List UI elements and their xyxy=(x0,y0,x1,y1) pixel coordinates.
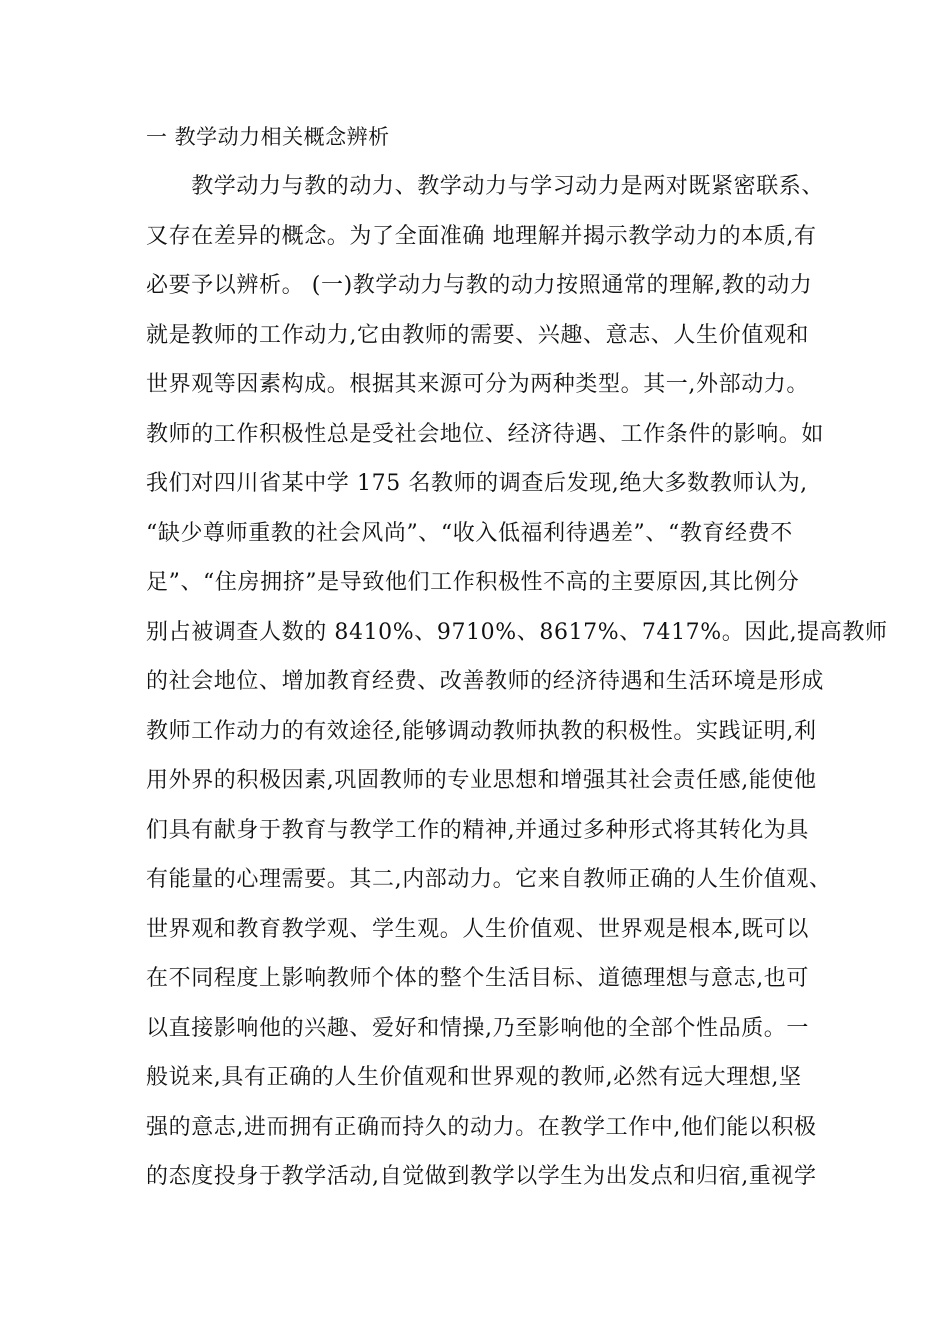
text-line: 别占被调查人数的 8410%、9710%、8617%、7417%。因此,提高教师 xyxy=(146,619,888,645)
text-line: 般说来,具有正确的人生价值观和世界观的教师,必然有远大理想,坚 xyxy=(146,1065,802,1090)
text-line: 有能量的心理需要。其二,内部动力。它来自教师正确的人生价值观、 xyxy=(146,867,832,892)
text-line: 在不同程度上影响教师个体的整个生活目标、道德理想与意志,也可 xyxy=(146,966,809,991)
text-line: 强的意志,进而拥有正确而持久的动力。在教学工作中,他们能以积极 xyxy=(146,1114,817,1140)
text-line: 教师工作动力的有效途径,能够调动教师执教的积极性。实践证明,利 xyxy=(146,718,817,744)
text-line: 用外界的积极因素,巩固教师的专业思想和增强其社会责任感,能使他 xyxy=(146,768,817,793)
text-line: 我们对四川省某中学 175 名教师的调查后发现,绝大多数教师认为, xyxy=(146,471,808,496)
text-line: 教学动力与教的动力、教学动力与学习动力是两对既紧密联系、 xyxy=(146,174,825,199)
text-line: 世界观等因素构成。根据其来源可分为两种类型。其一,外部动力。 xyxy=(146,372,809,397)
text-line: 教师的工作积极性总是受社会地位、经济待遇、工作条件的影响。如 xyxy=(146,421,825,447)
text-line: 世界观和教育教学观、学生观。人生价值观、世界观是根本,既可以 xyxy=(146,916,809,942)
text-line: 们具有献身于教育与教学工作的精神,并通过多种形式将其转化为具 xyxy=(146,817,809,843)
text-line: 以直接影响他的兴趣、爱好和情操,乃至影响他的全部个性品质。一 xyxy=(146,1015,809,1041)
section-heading: 一 教学动力相关概念辨析 xyxy=(146,125,390,149)
body-text xyxy=(146,162,888,1202)
text-line: 就是教师的工作动力,它由教师的需要、兴趣、意志、人生价值观和 xyxy=(146,322,809,348)
text-line: “缺少尊师重教的社会风尚”、“收入低福利待遇差”、“教育经费不 xyxy=(146,520,793,546)
text-line: 足”、“住房拥挤”是导致他们工作积极性不高的主要原因,其比例分 xyxy=(146,570,800,595)
text-line: 又存在差异的概念。为了全面准确 地理解并揭示教学动力的本质,有 xyxy=(146,223,817,249)
text-line: 的态度投身于教学活动,自觉做到教学以学生为出发点和归宿,重视学 xyxy=(146,1164,817,1189)
text-line: 必要予以辨析。 (一)教学动力与教的动力按照通常的理解,教的动力 xyxy=(146,273,813,298)
text-line: 的社会地位、增加教育经费、改善教师的经济待遇和生活环境是形成 xyxy=(146,669,825,694)
